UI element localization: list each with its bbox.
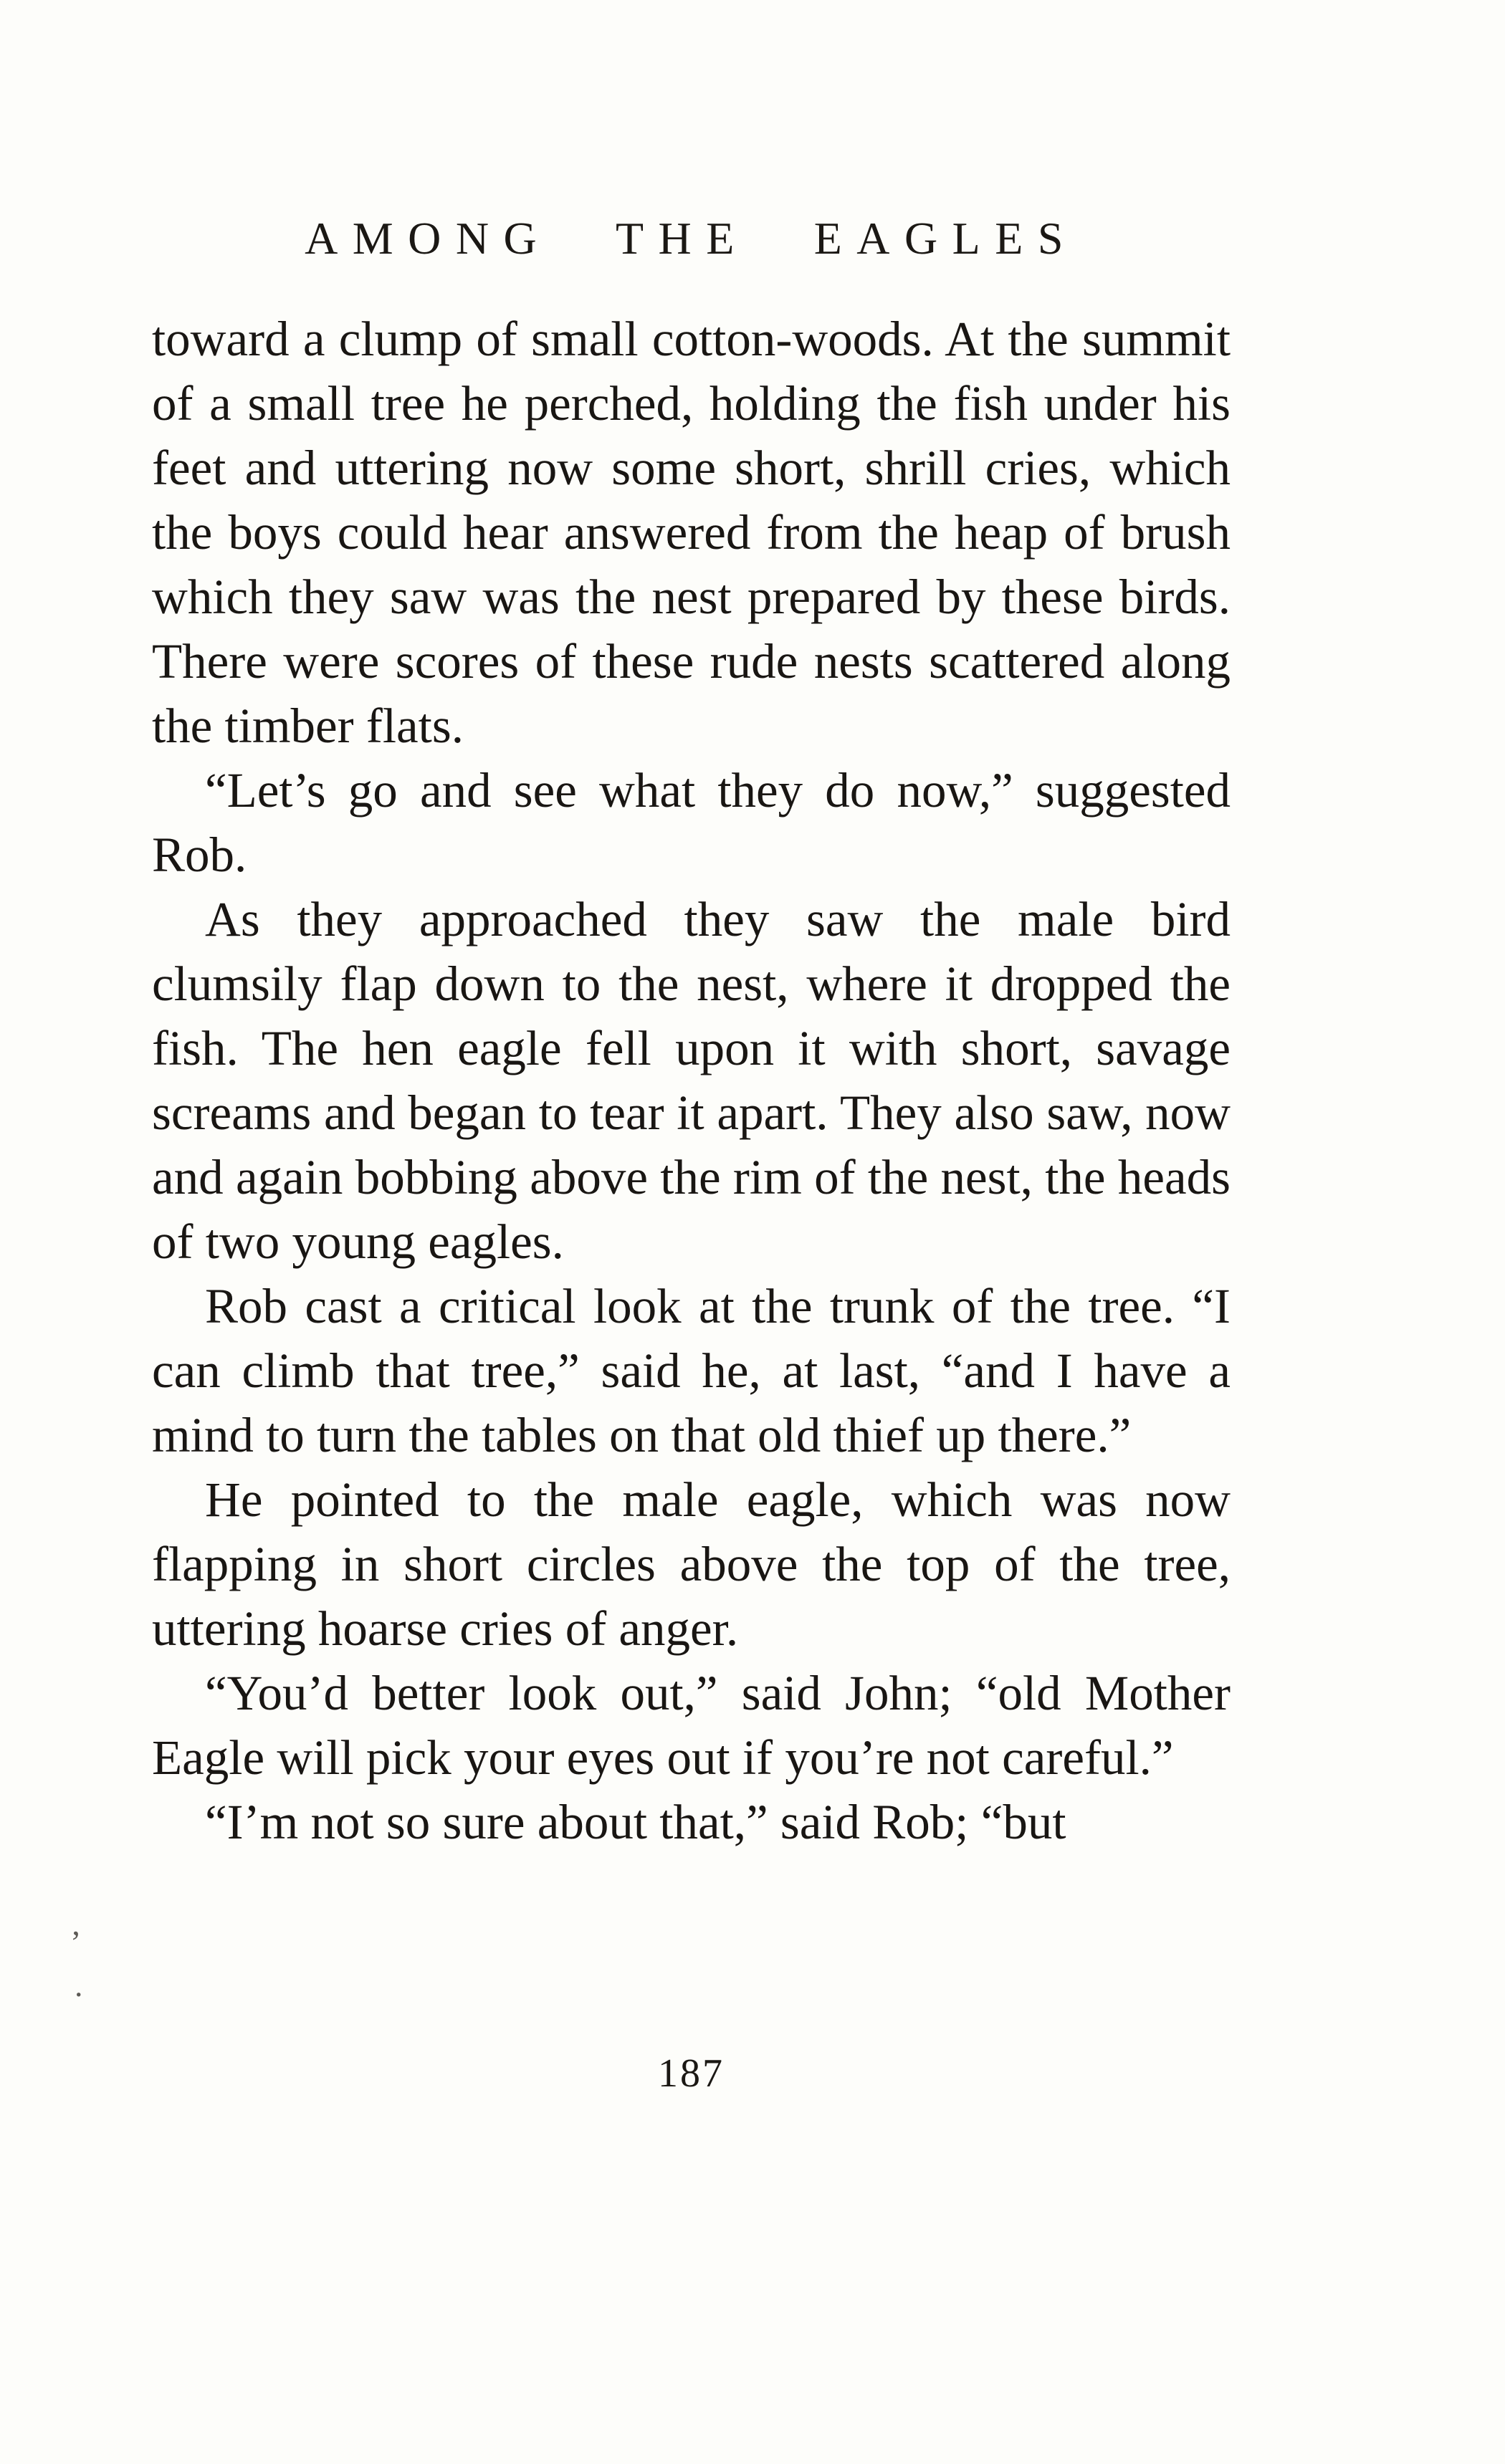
paragraph: toward a clump of small cotton-woods. At the summit of a small tree he perched, holding the fish under his feet and uttering now some short, shrill cries, which the boys could hear answered from the heap of brush which they saw was the nest prepared by these birds. There were scores of these rude nests scattered along the timber flats.	[152, 312, 1231, 753]
paragraph: As they approached they saw the male bird clumsily flap down to the nest, where it dropped the fish. The hen eagle fell upon it with short, savage screams and began to tear it apart. They also saw, now and again bobbing above the rim of the nest, the heads of two young eagles.	[152, 892, 1231, 1269]
print-artifact-mark: ’	[70, 1924, 82, 1960]
body-text	[152, 307, 1231, 1854]
paragraph: He pointed to the male eagle, which was now flapping in short circles above the top of the tree, uttering hoarse cries of anger.	[152, 1472, 1231, 1656]
paragraph: “I’m not so sure about that,” said Rob; “but	[205, 1795, 1066, 1849]
paragraph: “Let’s go and see what they do now,” suggested Rob.	[152, 763, 1231, 882]
page-header: AMONG THE EAGLES	[305, 213, 1078, 264]
print-artifact-mark: .	[75, 1967, 83, 2003]
page-number: 187	[658, 2051, 725, 2096]
paragraph: Rob cast a critical look at the trunk of the tree. “I can climb that tree,” said he, at last, “and I have a mind to turn the tables on that old thief up there.”	[152, 1279, 1231, 1462]
paragraph: “You’d better look out,” said John; “old Mother Eagle will pick your eyes out if you’re not careful.”	[152, 1666, 1231, 1785]
